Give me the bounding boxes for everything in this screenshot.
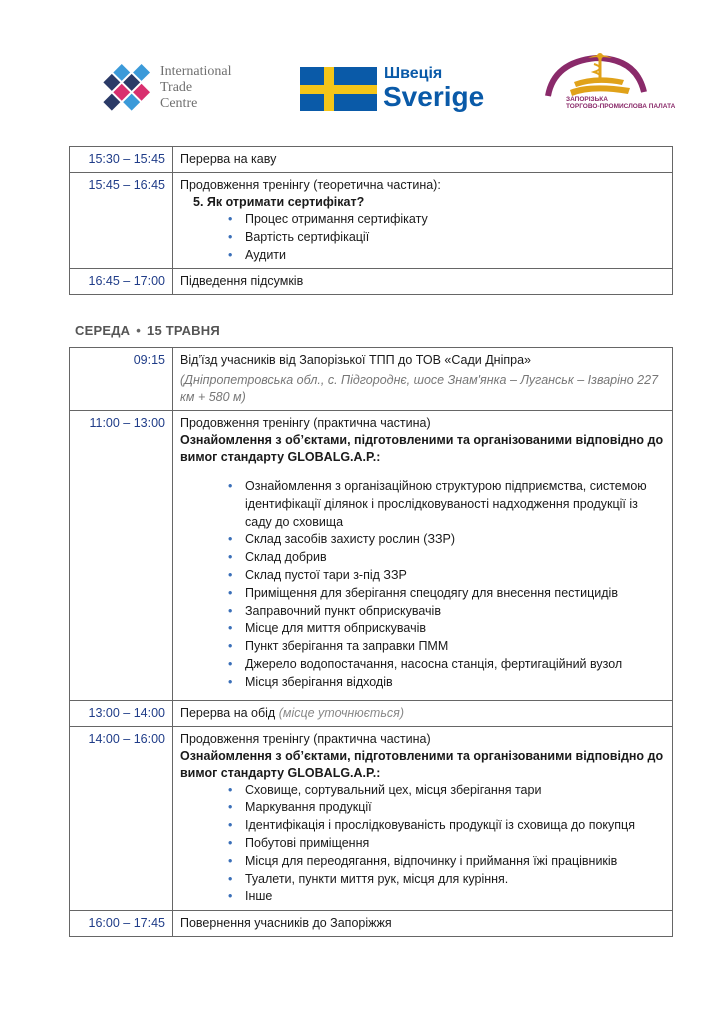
header-logos: [0, 50, 723, 120]
list-item: • Сховище, сортувальний цех, місця зберігання тари: [228, 782, 665, 800]
table-row: [70, 411, 673, 701]
desc-cell: Підведення підсумків: [173, 269, 673, 295]
time-cell: 16:45 – 17:00: [70, 269, 173, 295]
sweden-swedish-text: Sverige: [383, 81, 485, 112]
chamber-emblem-icon: [540, 52, 652, 100]
list-item: • Місце для миття обприскувачів: [228, 620, 665, 638]
desc-cell: Повернення учасників до Запоріжжя: [173, 911, 673, 937]
topic-list: [180, 478, 665, 692]
table-row: [70, 269, 673, 295]
list-item: • Ідентифікація і прослідковуваність продукції із сховища до покупця: [228, 817, 665, 835]
day-heading: [75, 323, 220, 338]
schedule-table-1: [69, 146, 673, 295]
numbered-topic: 5. Як отримати сертифікат?: [193, 195, 365, 209]
list-item: • Маркування продукції: [228, 799, 665, 817]
itc-mark-icon: [96, 58, 156, 118]
desc-cell: [173, 348, 673, 411]
lunch-note: (місце уточнюється): [278, 705, 404, 720]
day-date: 15 ТРАВНЯ: [147, 323, 220, 338]
time-cell: 15:30 – 15:45: [70, 147, 173, 173]
table-row: [70, 147, 673, 173]
time-cell: 14:00 – 16:00: [70, 726, 173, 911]
desc-cell: [173, 173, 673, 269]
itc-line-3: Centre: [160, 96, 198, 111]
list-item: • Аудити: [228, 247, 665, 265]
session-subtitle: Ознайомлення з об’єктами, підготовленими та організованими відповідно до вимог стандарту GLOBALG.A.P.:: [180, 748, 664, 780]
separator-dot-icon: •: [136, 323, 142, 338]
desc-cell: [173, 726, 673, 911]
itc-line-2: Trade: [160, 80, 193, 95]
list-item: • Склад засобів захисту рослин (ЗЗР): [228, 531, 665, 549]
topic-list: [180, 782, 665, 907]
session-subtitle: Ознайомлення з об’єктами, підготовленими та організованими відповідно до вимог стандарту GLOBALG.A.P.:: [180, 433, 664, 464]
list-item: • Джерело водопостачання, насосна станція, фертигаційний вузол: [228, 656, 665, 674]
session-title: Продовження тренінгу (практична частина): [180, 416, 431, 430]
list-item: • Приміщення для зберігання спецодягу для внесення пестицидів: [228, 585, 665, 603]
list-item: • Вартість сертифікації: [228, 229, 665, 247]
session-title: Продовження тренінгу (практична частина): [180, 731, 431, 746]
table-row: [70, 911, 673, 937]
list-item: • Заправочний пункт обприскувачів: [228, 603, 665, 621]
list-item: • Побутові приміщення: [228, 835, 665, 853]
topic-list: [180, 211, 665, 264]
time-cell: 16:00 – 17:45: [70, 911, 173, 937]
sweden-ukrainian-text: Швеція: [384, 65, 443, 82]
list-item: • Інше: [228, 888, 665, 906]
day-name: СЕРЕДА: [75, 323, 131, 338]
list-item: • Туалети, пункти миття рук, місця для куріння.: [228, 871, 665, 889]
time-cell: 11:00 – 13:00: [70, 411, 173, 701]
table-row: [70, 726, 673, 911]
time-cell: 15:45 – 16:45: [70, 173, 173, 269]
desc-cell: [173, 700, 673, 726]
table-row: [70, 348, 673, 411]
list-item: • Пункт зберігання та заправки ПММ: [228, 638, 665, 656]
sweden-logo: [300, 65, 490, 115]
table-row: [70, 700, 673, 726]
route-note: (Дніпропетровська обл., с. Підгороднє, шосе Знам'янка – Луганськ – Ізваріно 227 км + 580 м): [180, 373, 659, 404]
list-item: • Процес отримання сертифікату: [228, 211, 665, 229]
list-item: • Місця для переодягання, відпочинку і приймання їжі працівників: [228, 853, 665, 871]
table-row: [70, 173, 673, 269]
time-cell: 09:15: [70, 348, 173, 411]
desc-cell: [173, 411, 673, 701]
itc-logo: [96, 58, 246, 118]
sweden-flag-icon: [300, 67, 377, 111]
departure-text: Від’їзд учасників від Запорізької ТПП до ТОВ «Сади Дніпра»: [180, 353, 531, 367]
list-item: • Місця зберігання відходів: [228, 674, 665, 692]
session-title: Продовження тренінгу (теоретична частина):: [180, 178, 441, 192]
lunch-text: Перерва на обід: [180, 705, 276, 720]
desc-cell: Перерва на каву: [173, 147, 673, 173]
list-item: • Ознайомлення з організаційною структурою підприємства, системою ідентифікації ділянок і прослідковуваності надходження продукції із саду до сховища: [228, 478, 665, 531]
time-cell: 13:00 – 14:00: [70, 700, 173, 726]
list-item: • Склад пустої тари з-під ЗЗР: [228, 567, 665, 585]
itc-line-1: International: [160, 64, 232, 79]
chamber-line-1: ЗАПОРІЗЬКА: [566, 96, 608, 103]
chamber-logo: [540, 52, 676, 116]
schedule-table-2: [69, 347, 673, 937]
chamber-line-2: ТОРГОВО-ПРОМИСЛОВА ПАЛАТА: [566, 103, 676, 110]
list-item: • Склад добрив: [228, 549, 665, 567]
